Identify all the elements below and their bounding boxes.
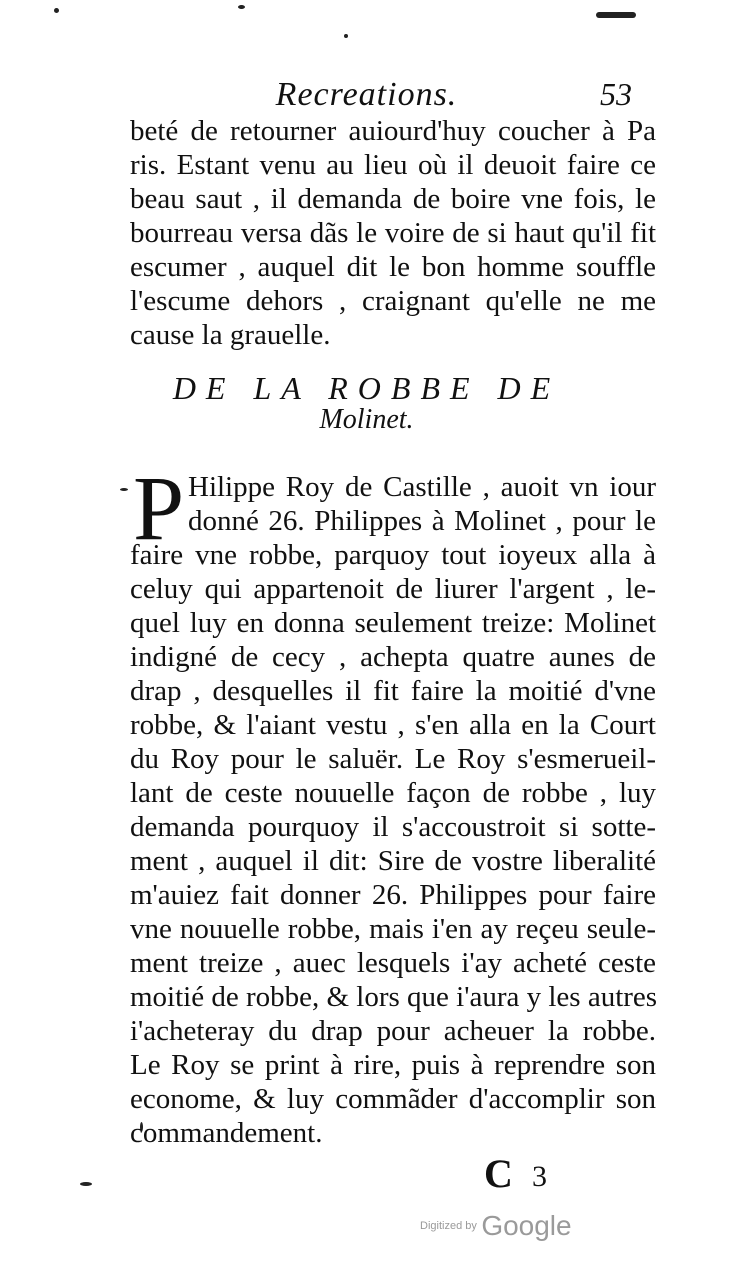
text-line: commandement.: [130, 1117, 323, 1149]
text-line: quel luy en donna seulement treize: Molinet: [130, 607, 656, 639]
text-line: cause la grauelle.: [130, 319, 331, 351]
text-line: Hilippe Roy de Castille , auoit vn iour: [188, 471, 656, 503]
text-line: i'acheteray du drap pour acheuer la robbe.: [130, 1015, 656, 1047]
text-line: celuy qui appartenoit de liurer l'argent , le-: [130, 573, 656, 605]
text-line: demanda pourquoy il s'accoustroit si sotte-: [130, 811, 656, 843]
text-line: bourreau versa dãs le voire de si haut qu'il fit: [130, 217, 656, 249]
text-line: ment treize , auec lesquels i'ay acheté ceste: [130, 947, 656, 979]
text-line: m'auiez fait donner 26. Philippes pour faire: [130, 879, 656, 911]
text-line: lant de ceste nouuelle façon de robbe , luy: [130, 777, 656, 809]
section-subtitle: Molinet.: [319, 404, 414, 435]
signature-number: 3: [532, 1160, 547, 1193]
watermark-brand: Google: [481, 1210, 572, 1241]
signature-letter: C: [484, 1151, 513, 1196]
ink-speck: [596, 12, 636, 18]
text-line: ment , auquel il dit: Sire de vostre liberalité: [130, 845, 656, 877]
digitization-watermark: [420, 1210, 572, 1242]
text-line: econome, & luy commãder d'accomplir son: [130, 1083, 656, 1115]
text-line: drap , desquelles il fit faire la moitié d'vne: [130, 675, 656, 707]
page-number: 53: [600, 76, 632, 112]
text-line: donné 26. Philippes à Molinet , pour le: [188, 505, 656, 537]
text-line: escumer , auquel dit le bon homme souffle: [130, 251, 656, 283]
running-title: Recreations.: [275, 76, 458, 113]
text-line: Le Roy se print à rire, puis à reprendre son: [130, 1049, 656, 1081]
ink-speck: [120, 488, 128, 491]
text-line: du Roy pour le saluër. Le Roy s'esmerueil-: [130, 743, 656, 775]
text-line: ris. Estant venu au lieu où il deuoit faire ce: [130, 149, 656, 181]
ink-speck: [344, 34, 348, 38]
text-line: indigné de cecy , achepta quatre aunes de: [130, 641, 656, 673]
text-line: beté de retourner auiourd'huy coucher à Pa: [130, 115, 656, 147]
section-title: DE LA ROBBE DE: [172, 370, 561, 406]
text-line: vne nouuelle robbe, mais i'en ay reçeu seule-: [130, 913, 656, 945]
drop-cap: P: [133, 457, 185, 559]
ink-speck: [54, 8, 59, 13]
watermark-prefix: Digitized by: [420, 1220, 477, 1232]
ink-speck: [80, 1182, 92, 1186]
text-line: moitié de robbe, & lors que i'aura y les autres: [130, 981, 658, 1013]
ink-speck: [238, 5, 245, 9]
text-line: robbe, & l'aiant vestu , s'en alla en la Court: [130, 709, 656, 741]
text-line: faire vne robbe, parquoy tout ioyeux alla à: [130, 539, 656, 571]
text-line: beau saut , il demanda de boire vne fois, le: [130, 183, 656, 215]
text-line: l'escume dehors , craignant qu'elle ne me: [130, 285, 656, 317]
